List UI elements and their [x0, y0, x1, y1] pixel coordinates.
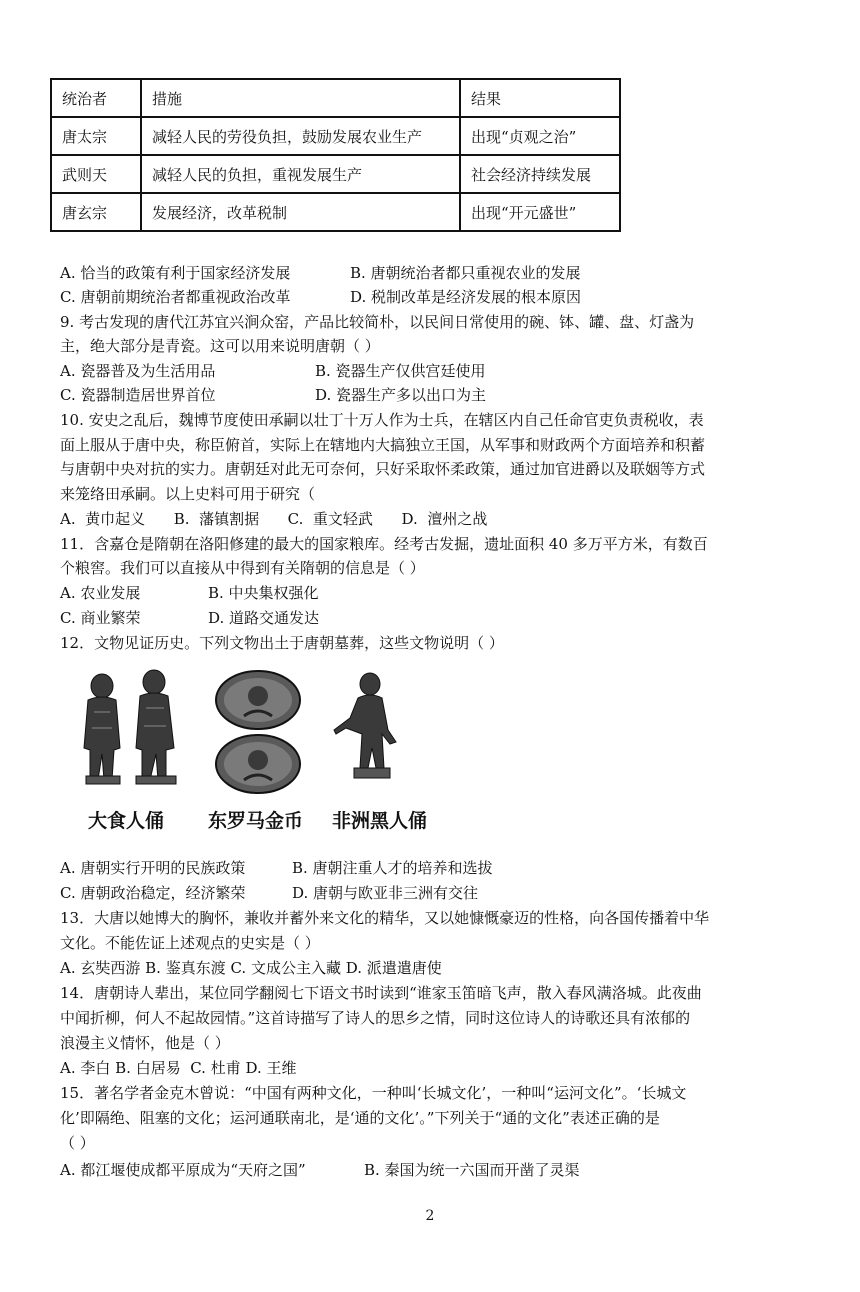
q8-options-row1 [60, 263, 581, 283]
caption-african: 非洲黑人俑 [332, 810, 428, 832]
table-cell: 发展经济，改革税制 [141, 193, 460, 231]
q8-option-c: C. 唐朝前期统治者都重视政治改革 [60, 288, 291, 306]
q15-option-b: B. 秦国为统一六国而开凿了灵渠 [364, 1161, 580, 1179]
table-cell: 社会经济持续发展 [460, 155, 620, 193]
q11-option-d: D. 道路交通发达 [208, 609, 320, 627]
table-cell: 出现“开元盛世” [460, 193, 620, 231]
q10-stem-line1: 10. 安史之乱后，魏博节度使田承嗣以壮丁十万人作为士兵，在辖区内自己任命官吏负责税收，表 [60, 411, 704, 429]
q10-stem-line4: 来笼络田承嗣。以上史料可用于研究（ [60, 485, 316, 503]
table-cell: 减轻人民的劳役负担，鼓励发展农业生产 [141, 117, 460, 155]
table-header-cell: 措施 [141, 79, 460, 117]
roman-coin-image [216, 671, 300, 793]
q12-option-c: C. 唐朝政治稳定，经济繁荣 [60, 884, 246, 902]
q14-stem-line2: 中闻折柳，何人不起故园情。”这首诗描写了诗人的思乡之情，同时这位诗人的诗歌还具有浓郁的 [60, 1009, 691, 1027]
q9-option-a: A. 瓷器普及为生活用品 [60, 362, 216, 380]
q10-options: A. 黄巾起义 B. 藩镇割据 C. 重文轻武 D. 澶州之战 [60, 510, 488, 528]
caption-dashi: 大食人俑 [88, 810, 165, 832]
q11-option-c: C. 商业繁荣 [60, 609, 141, 627]
dashi-figurine-image [84, 670, 176, 784]
table-row [51, 193, 620, 231]
q11-options-row1 [60, 583, 319, 603]
q11-stem-line1: 11．含嘉仓是隋朝在洛阳修建的最大的国家粮库。经考古发掘，遗址面积 40 多万平方米，有数百 [60, 535, 708, 553]
q10-stem-line3: 与唐朝中央对抗的实力。唐朝廷对此无可奈何，只好采取怀柔政策，通过加官进爵以及联姻等方式 [60, 460, 706, 478]
table-cell: 唐太宗 [51, 117, 141, 155]
q9-option-d: D. 瓷器生产多以出口为主 [315, 386, 487, 404]
q11-options-row2 [60, 608, 320, 628]
q9-stem-line1: 9. 考古发现的唐代江苏宜兴涧众窑，产品比较简朴，以民间日常使用的碗、钵、罐、盘、灯盏为 [60, 313, 695, 331]
q13-stem-line1: 13．大唐以她博大的胸怀，兼收并蓄外来文化的精华，又以她慷慨豪迈的性格，向各国传播着中华 [60, 909, 710, 927]
q13-options: A. 玄奘西游 B. 鉴真东渡 C. 文成公主入藏 D. 派遣遣唐使 [60, 959, 442, 977]
q13-stem-line2: 文化。不能佐证上述观点的史实是（ ） [60, 934, 320, 952]
table-cell: 出现“贞观之治” [460, 117, 620, 155]
q15-stem-line1: 15．著名学者金克木曾说：“中国有两种文化，一种叫‘长城文化’，一种叫“运河文化”。‘长城文 [60, 1084, 687, 1102]
q12-options-row2 [60, 883, 479, 903]
q15-option-a: A. 都江堰使成都平原成为“天府之国” [60, 1161, 306, 1179]
q8-option-d: D. 税制改革是经济发展的根本原因 [350, 288, 582, 306]
table-cell: 武则天 [51, 155, 141, 193]
q12-option-b: B. 唐朝注重人才的培养和选拔 [292, 859, 493, 877]
q15-stem-line3: （ ） [60, 1134, 95, 1152]
african-figurine-image [334, 673, 396, 778]
q8-options-row2 [60, 287, 582, 307]
reform-table [50, 78, 621, 232]
artifact-images [70, 668, 450, 798]
table-cell: 唐玄宗 [51, 193, 141, 231]
q15-stem-line2: 化’即隔绝、阻塞的文化；运河通联南北，是‘通的文化’。”下列关于“通的文化”表述正确的是 [60, 1109, 660, 1127]
q11-stem-line2: 个粮窖。我们可以直接从中得到有关隋朝的信息是（ ） [60, 559, 425, 577]
q15-options-row1 [60, 1160, 580, 1180]
table-header-cell: 统治者 [51, 79, 141, 117]
table-row [51, 117, 620, 155]
q14-stem-line3: 浪漫主义情怀，他是（ ） [60, 1034, 230, 1052]
q14-options: A. 李白 B. 白居易 C. 杜甫 D. 王维 [60, 1059, 297, 1077]
q9-option-b: B. 瓷器生产仅供宫廷使用 [315, 362, 486, 380]
q14-stem-line1: 14．唐朝诗人辈出，某位同学翻阅七下语文书时读到“谁家玉笛暗飞声，散入春风满洛城。此夜曲 [60, 984, 702, 1002]
q11-option-b: B. 中央集权强化 [208, 584, 319, 602]
table-cell: 减轻人民的负担，重视发展生产 [141, 155, 460, 193]
table-header-cell: 结果 [460, 79, 620, 117]
table-header-row [51, 79, 620, 117]
q12-option-a: A. 唐朝实行开明的民族政策 [60, 859, 246, 877]
caption-coin: 东罗马金币 [208, 810, 304, 832]
q9-options-row1 [60, 361, 486, 381]
q12-stem: 12．文物见证历史。下列文物出土于唐朝墓葬，这些文物说明（ ） [60, 634, 504, 652]
q9-options-row2 [60, 385, 487, 405]
q8-option-b: B. 唐朝统治者都只重视农业的发展 [350, 264, 581, 282]
q9-stem-line2: 主，绝大部分是青瓷。这可以用来说明唐朝（ ） [60, 337, 380, 355]
q8-option-a: A. 恰当的政策有利于国家经济发展 [60, 264, 291, 282]
q10-stem-line2: 面上服从于唐中央，称臣俯首，实际上在辖地内大搞独立王国，从军事和财政两个方面培养和积蓄 [60, 436, 706, 454]
q9-option-c: C. 瓷器制造居世界首位 [60, 386, 216, 404]
page-number: 2 [425, 1208, 435, 1224]
q11-option-a: A. 农业发展 [60, 584, 141, 602]
q12-options-row1 [60, 858, 493, 878]
table-row [51, 155, 620, 193]
q12-option-d: D. 唐朝与欧亚非三洲有交往 [292, 884, 479, 902]
